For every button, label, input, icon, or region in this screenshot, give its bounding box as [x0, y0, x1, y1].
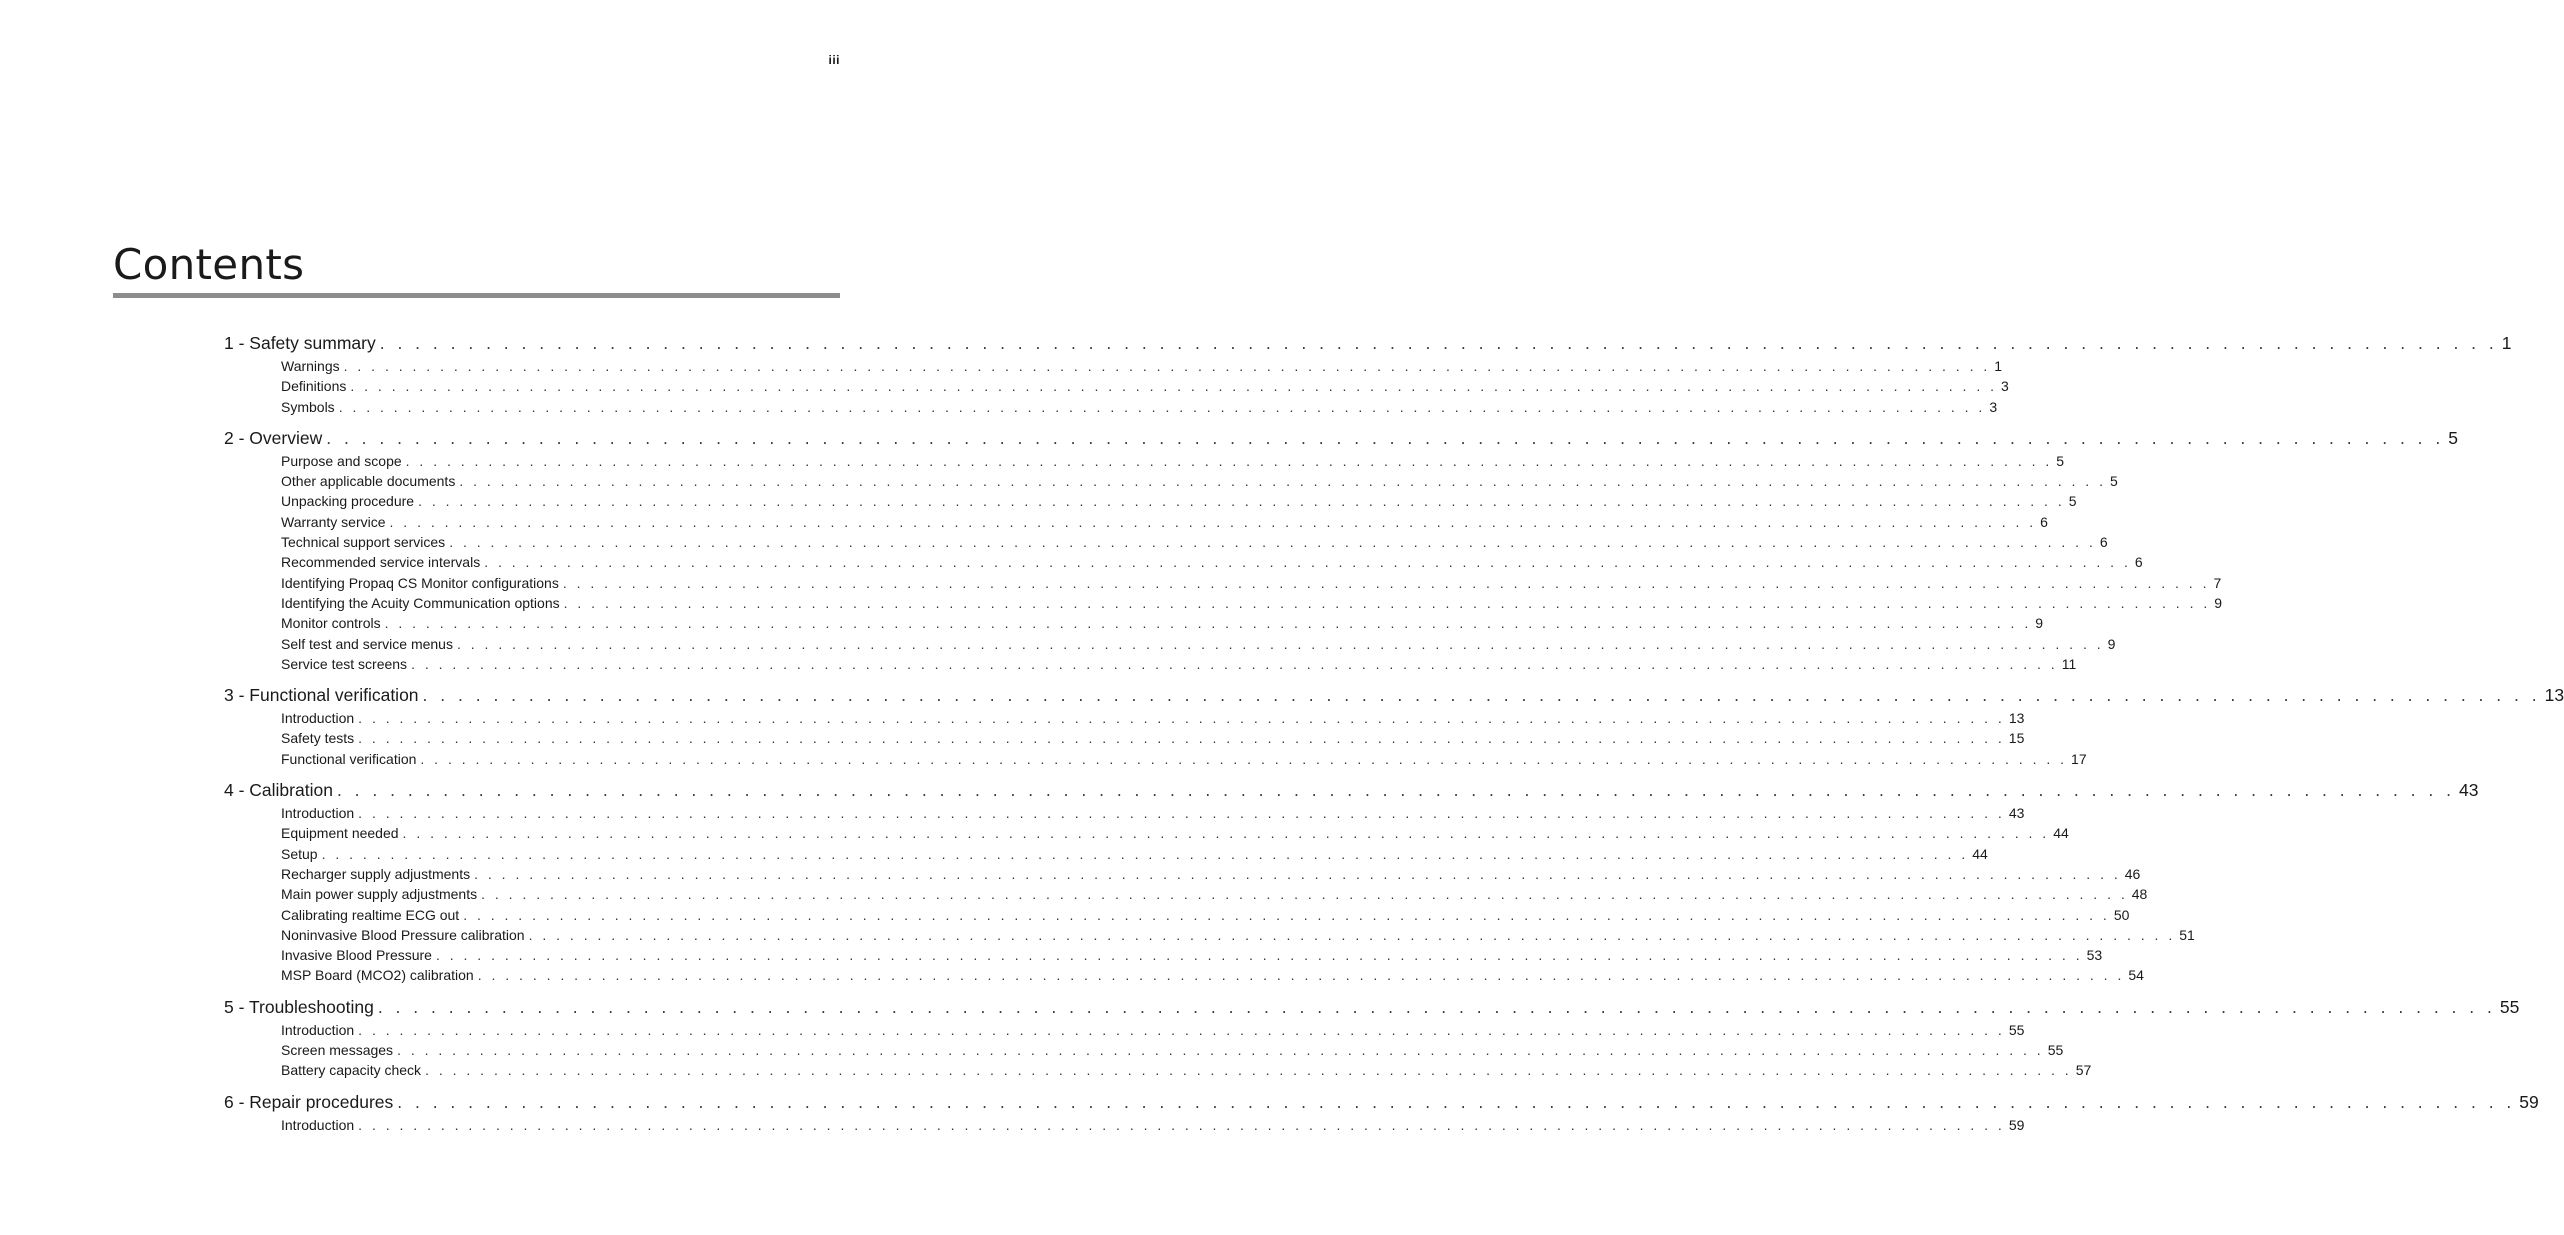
toc-leader-dots: . . . . . . . . . . . . . . . . . . . . . . . . . . . . . . . . . . . . . . . . . . . . . . . . . . . . . . . . . . . . . . . . . . . . . . . . . . . . . . . . . . . . . . . . . . . . . . . . . . . . . . . . . . . . . . . . . . . . . . . .: [358, 805, 2005, 822]
toc-section-entry[interactable]: [224, 884, 2148, 904]
toc-section-page: 50: [2113, 906, 2130, 923]
toc-section-title: Noninvasive Blood Pressure calibration: [281, 926, 525, 943]
toc-chapter-page: 5: [2448, 427, 2458, 448]
toc-section-entry[interactable]: [224, 471, 2118, 491]
toc-chapter: [224, 425, 2458, 674]
toc-section-title: Recommended service intervals: [281, 554, 481, 571]
toc-leader-dots: . . . . . . . . . . . . . . . . . . . . . . . . . . . . . . . . . . . . . . . . . . . . . . . . . . . . . . . . . . . . . . . . . . . . . . . . . . . . . . . . . . . . . . . . . . . . . . . . . . . . . . . . . . . . . . . . . . . . . . . .: [418, 493, 2065, 510]
toc-section-title: Self test and service menus: [281, 635, 453, 652]
toc-section-title: Purpose and scope: [281, 452, 402, 469]
toc-section-entry[interactable]: [224, 356, 2003, 376]
toc-section-entry[interactable]: [224, 708, 2025, 728]
toc-section-entry[interactable]: [224, 376, 2009, 396]
toc-leader-dots: . . . . . . . . . . . . . . . . . . . . . . . . . . . . . . . . . . . . . . . . . . . . . . . . . . . . . . . . . . . . . . . . . . . . . . . . . . . . . . . . . . . . . . . . . . . . . . . . . . . . . . . . . . . . . . . . . . . . . . . .: [420, 750, 2068, 767]
toc-section-entry[interactable]: [224, 512, 2048, 532]
toc-section-title: Functional verification: [281, 750, 417, 767]
toc-section-entry[interactable]: [224, 593, 2223, 613]
toc-chapter-page: 13: [2544, 685, 2564, 706]
toc-leader-dots: . . . . . . . . . . . . . . . . . . . . . . . . . . . . . . . . . . . . . . . . . . . . . . . . . . . . . . . . . . . . . . . . . . . . . . . . . . . . . . . . . . . . . . . . . . . . . . . . . . . . . . . . . . . . . . . . . . . . . . . .: [326, 427, 2445, 448]
toc-chapter: [224, 777, 2479, 986]
toc-section-title: Introduction: [281, 710, 355, 727]
toc-leader-dots: . . . . . . . . . . . . . . . . . . . . . . . . . . . . . . . . . . . . . . . . . . . . . . . . . . . . . . . . . . . . . . . . . . . . . . . . . . . . . . . . . . . . . . . . . . . . . . . . . . . . . . . . . . . . . . . . . . . . . . . .: [435, 947, 2083, 964]
toc-section-title: Introduction: [281, 805, 355, 822]
toc-section-entry[interactable]: [224, 1115, 2025, 1135]
toc-leader-dots: . . . . . . . . . . . . . . . . . . . . . . . . . . . . . . . . . . . . . . . . . . . . . . . . . . . . . . . . . . . . . . . . . . . . . . . . . . . . . . . . . . . . . . . . . . . . . . . . . . . . . . . . . . . . . . . . . . . . . . . .: [384, 615, 2032, 632]
toc-section-page: 48: [2131, 886, 2148, 903]
toc-section-title: Introduction: [281, 1021, 355, 1038]
toc-section-page: 59: [2008, 1116, 2025, 1133]
toc-section-entry[interactable]: [224, 573, 2222, 593]
toc-section-entry[interactable]: [224, 1040, 2064, 1060]
toc-section-entry[interactable]: [224, 491, 2077, 511]
toc-section-page: 6: [2040, 513, 2048, 530]
toc-section-page: 13: [2008, 710, 2025, 727]
toc-leader-dots: . . . . . . . . . . . . . . . . . . . . . . . . . . . . . . . . . . . . . . . . . . . . . . . . . . . . . . . . . . . . . . . . . . . . . . . . . . . . . . . . . . . . . . . . . . . . . . . . . . . . . . . . . . . . . . . . . . . . . . . .: [562, 574, 2210, 591]
toc-leader-dots: . . . . . . . . . . . . . . . . . . . . . . . . . . . . . . . . . . . . . . . . . . . . . . . . . . . . . . . . . . . . . . . . . . . . . . . . . . . . . . . . . . . . . . . . . . . . . . . . . . . . . . . . . . . . . . . . . . . . . . . .: [425, 1062, 2072, 1079]
toc-section-entry[interactable]: [224, 451, 2065, 471]
toc-section-page: 55: [2047, 1042, 2064, 1059]
toc-section-title: Monitor controls: [281, 615, 381, 632]
toc-section-title: MSP Board (MCO2) calibration: [281, 967, 474, 984]
toc-chapter-entry[interactable]: [224, 777, 2479, 803]
toc-leader-dots: . . . . . . . . . . . . . . . . . . . . . . . . . . . . . . . . . . . . . . . . . . . . . . . . . . . . . . . . . . . . . . . . . . . . . . . . . . . . . . . . . . . . . . . . . . . . . . . . . . . . . . . . . . . . . . . . . . . . . . . .: [358, 710, 2005, 727]
toc-leader-dots: . . . . . . . . . . . . . . . . . . . . . . . . . . . . . . . . . . . . . . . . . . . . . . . . . . . . . . . . . . . . . . . . . . . . . . . . . . . . . . . . . . . . . . . . . . . . . . . . . . . . . . . . . . . . . . . . . . . . . . . .: [321, 845, 1969, 862]
page-title: Contents: [113, 240, 305, 289]
toc-chapter-entry[interactable]: [224, 1089, 2539, 1115]
toc-section-title: Main power supply adjustments: [281, 886, 478, 903]
toc-chapter-title: 2 - Overview: [224, 427, 323, 448]
toc-section-entry[interactable]: [224, 397, 1998, 417]
toc-leader-dots: . . . . . . . . . . . . . . . . . . . . . . . . . . . . . . . . . . . . . . . . . . . . . . . . . . . . . . . . . . . . . . . . . . . . . . . . . . . . . . . . . . . . . . . . . . . . . . . . . . . . . . . . . . . . . . . . . . . . . . . .: [422, 685, 2541, 706]
toc-leader-dots: . . . . . . . . . . . . . . . . . . . . . . . . . . . . . . . . . . . . . . . . . . . . . . . . . . . . . . . . . . . . . . . . . . . . . . . . . . . . . . . . . . . . . . . . . . . . . . . . . . . . . . . . . . . . . . . . . . . . . . . .: [389, 513, 2037, 530]
toc-chapter-entry[interactable]: [224, 425, 2458, 451]
toc-section-entry[interactable]: [224, 965, 2144, 985]
toc-section-page: 5: [2056, 452, 2065, 469]
toc-leader-dots: . . . . . . . . . . . . . . . . . . . . . . . . . . . . . . . . . . . . . . . . . . . . . . . . . . . . . . . . . . . . . . . . . . . . . . . . . . . . . . . . . . . . . . . . . . . . . . . . . . . . . . . . . . . . . . . . . . . . . . . .: [411, 655, 2058, 672]
toc-leader-dots: . . . . . . . . . . . . . . . . . . . . . . . . . . . . . . . . . . . . . . . . . . . . . . . . . . . . . . . . . . . . . . . . . . . . . . . . . . . . . . . . . . . . . . . . . . . . . . . . . . . . . . . . . . . . . . . . . . . . . . . .: [377, 996, 2496, 1017]
toc-section-title: Warranty service: [281, 513, 386, 530]
toc-chapter-entry[interactable]: [224, 994, 2520, 1020]
toc-section-entry[interactable]: [224, 945, 2103, 965]
toc-section-entry[interactable]: [224, 1060, 2092, 1080]
toc-section-title: Battery capacity check: [281, 1062, 422, 1079]
toc-section-page: 57: [2075, 1062, 2092, 1079]
toc-leader-dots: . . . . . . . . . . . . . . . . . . . . . . . . . . . . . . . . . . . . . . . . . . . . . . . . . . . . . . . . . . . . . . . . . . . . . . . . . . . . . . . . . . . . . . . . . . . . . . . . . . . . . . . . . . . . . . . . . . . . . . . .: [484, 554, 2131, 571]
toc-chapter: [224, 682, 2564, 769]
toc-section-title: Invasive Blood Pressure: [281, 947, 432, 964]
toc-chapter-title: 1 - Safety summary: [224, 333, 376, 353]
toc-section-title: Setup: [281, 845, 318, 862]
toc-chapter-page: 43: [2459, 780, 2479, 801]
toc-section-title: Recharger supply adjustments: [281, 865, 471, 882]
toc-section-page: 53: [2086, 947, 2103, 964]
toc-section-title: Identifying Propaq CS Monitor configurations: [281, 574, 559, 591]
toc-chapter: [224, 994, 2520, 1081]
toc-section-page: 9: [2107, 635, 2116, 652]
toc-leader-dots: . . . . . . . . . . . . . . . . . . . . . . . . . . . . . . . . . . . . . . . . . . . . . . . . . . . . . . . . . . . . . . . . . . . . . . . . . . . . . . . . . . . . . . . . . . . . . . . . . . . . . . . . . . . . . . . . . . . . . . . .: [397, 1091, 2516, 1112]
toc-section-page: 3: [2001, 378, 2009, 395]
toc-section-page: 7: [2213, 574, 2222, 591]
toc-leader-dots: . . . . . . . . . . . . . . . . . . . . . . . . . . . . . . . . . . . . . . . . . . . . . . . . . . . . . . . . . . . . . . . . . . . . . . . . . . . . . . . . . . . . . . . . . . . . . . . . . . . . . . . . . . . . . . . . . . . . . . . .: [456, 635, 2104, 652]
table-of-contents: [224, 330, 2564, 1143]
toc-leader-dots: . . . . . . . . . . . . . . . . . . . . . . . . . . . . . . . . . . . . . . . . . . . . . . . . . . . . . . . . . . . . . . . . . . . . . . . . . . . . . . . . . . . . . . . . . . . . . . . . . . . . . . . . . . . . . . . . . . . . . . . .: [449, 534, 2096, 551]
toc-leader-dots: . . . . . . . . . . . . . . . . . . . . . . . . . . . . . . . . . . . . . . . . . . . . . . . . . . . . . . . . . . . . . . . . . . . . . . . . . . . . . . . . . . . . . . . . . . . . . . . . . . . . . . . . . . . . . . . . . . . . . . . .: [528, 926, 2176, 943]
toc-section-page: 55: [2008, 1021, 2025, 1038]
toc-chapter-page: 1: [2501, 333, 2512, 353]
toc-chapter-title: 3 - Functional verification: [224, 685, 419, 706]
toc-section-page: 51: [2179, 926, 2195, 943]
toc-section-page: 9: [2214, 594, 2223, 611]
toc-section-title: Symbols: [281, 398, 335, 415]
toc-section-page: 43: [2008, 805, 2025, 822]
toc-chapter-entry[interactable]: [224, 682, 2564, 708]
toc-leader-dots: . . . . . . . . . . . . . . . . . . . . . . . . . . . . . . . . . . . . . . . . . . . . . . . . . . . . . . . . . . . . . . . . . . . . . . . . . . . . . . . . . . . . . . . . . . . . . . . . . . . . . . . . . . . . . . . . . . . . . . . .: [358, 730, 2005, 747]
toc-leader-dots: . . . . . . . . . . . . . . . . . . . . . . . . . . . . . . . . . . . . . . . . . . . . . . . . . . . . . . . . . . . . . . . . . . . . . . . . . . . . . . . . . . . . . . . . . . . . . . . . . . . . . . . . . . . . . . . . . . . . . . . .: [459, 473, 2106, 490]
toc-section-entry[interactable]: [224, 844, 1988, 864]
toc-leader-dots: . . . . . . . . . . . . . . . . . . . . . . . . . . . . . . . . . . . . . . . . . . . . . . . . . . . . . . . . . . . . . . . . . . . . . . . . . . . . . . . . . . . . . . . . . . . . . . . . . . . . . . . . . . . . . . . . . . . . . . . .: [405, 452, 2053, 469]
toc-section-title: Unpacking procedure: [281, 493, 415, 510]
toc-chapter: [224, 1089, 2539, 1135]
toc-leader-dots: . . . . . . . . . . . . . . . . . . . . . . . . . . . . . . . . . . . . . . . . . . . . . . . . . . . . . . . . . . . . . . . . . . . . . . . . . . . . . . . . . . . . . . . . . . . . . . . . . . . . . . . . . . . . . . . . . . . . . . . .: [563, 594, 2211, 611]
toc-chapter-title: 5 - Troubleshooting: [224, 996, 374, 1017]
toc-section-entry[interactable]: [224, 552, 2143, 572]
page-number: iii: [828, 53, 840, 67]
toc-leader-dots: . . . . . . . . . . . . . . . . . . . . . . . . . . . . . . . . . . . . . . . . . . . . . . . . . . . . . . . . . . . . . . . . . . . . . . . . . . . . . . . . . . . . . . . . . . . . . . . . . . . . . . . . . . . . . . . . . . . . . . . .: [474, 865, 2121, 882]
toc-section-entry[interactable]: [224, 613, 2044, 633]
toc-section-title: Identifying the Acuity Communication options: [281, 594, 560, 611]
toc-chapter-entry[interactable]: [224, 330, 2512, 356]
toc-chapter-title: 4 - Calibration: [224, 780, 333, 801]
toc-leader-dots: . . . . . . . . . . . . . . . . . . . . . . . . . . . . . . . . . . . . . . . . . . . . . . . . . . . . . . . . . . . . . . . . . . . . . . . . . . . . . . . . . . . . . . . . . . . . . . . . . . . . . . . . . . . . . . . . . . . . . . . .: [463, 906, 2110, 923]
toc-section-page: 1: [1994, 358, 2003, 374]
toc-leader-dots: . . . . . . . . . . . . . . . . . . . . . . . . . . . . . . . . . . . . . . . . . . . . . . . . . . . . . . . . . . . . . . . . . . . . . . . . . . . . . . . . . . . . . . . . . . . . . . . . . . . . . . . . . . . . . . . . . . . . . . . .: [358, 1116, 2005, 1133]
toc-chapter-title: 6 - Repair procedures: [224, 1091, 394, 1112]
toc-leader-dots: . . . . . . . . . . . . . . . . . . . . . . . . . . . . . . . . . . . . . . . . . . . . . . . . . . . . . . . . . . . . . . . . . . . . . . . . . . . . . . . . . . . . . . . . . . . . . . . . . . . . . . . . . . . . . . . . . . . . . . . .: [336, 780, 2455, 801]
toc-section-title: Calibrating realtime ECG out: [281, 906, 460, 923]
toc-section-title: Definitions: [281, 378, 347, 395]
toc-section-entry[interactable]: [224, 634, 2116, 654]
toc-section-page: 3: [1989, 398, 1998, 415]
toc-leader-dots: . . . . . . . . . . . . . . . . . . . . . . . . . . . . . . . . . . . . . . . . . . . . . . . . . . . . . . . . . . . . . . . . . . . . . . . . . . . . . . . . . . . . . . . . . . . . . . . . . . . . . . . . . . . . . . . . . . . . . . . .: [343, 358, 1991, 374]
toc-section-page: 46: [2124, 865, 2141, 882]
toc-section-title: Other applicable documents: [281, 473, 456, 490]
toc-chapter-page: 55: [2499, 996, 2520, 1017]
toc-section-page: 6: [2099, 534, 2108, 551]
toc-section-entry[interactable]: [224, 864, 2141, 884]
toc-leader-dots: . . . . . . . . . . . . . . . . . . . . . . . . . . . . . . . . . . . . . . . . . . . . . . . . . . . . . . . . . . . . . . . . . . . . . . . . . . . . . . . . . . . . . . . . . . . . . . . . . . . . . . . . . . . . . . . . . . . . . . . .: [338, 398, 1986, 415]
toc-section-entry[interactable]: [224, 905, 2130, 925]
toc-section-page: 15: [2008, 730, 2025, 747]
toc-section-page: 6: [2134, 554, 2143, 571]
toc-leader-dots: . . . . . . . . . . . . . . . . . . . . . . . . . . . . . . . . . . . . . . . . . . . . . . . . . . . . . . . . . . . . . . . . . . . . . . . . . . . . . . . . . . . . . . . . . . . . . . . . . . . . . . . . . . . . . . . . . . . . . . . .: [402, 825, 2050, 842]
toc-leader-dots: . . . . . . . . . . . . . . . . . . . . . . . . . . . . . . . . . . . . . . . . . . . . . . . . . . . . . . . . . . . . . . . . . . . . . . . . . . . . . . . . . . . . . . . . . . . . . . . . . . . . . . . . . . . . . . . . . . . . . . . .: [358, 1021, 2005, 1038]
toc-chapter-page: 59: [2519, 1091, 2539, 1112]
toc-section-page: 5: [2068, 493, 2077, 510]
toc-section-page: 17: [2071, 750, 2087, 767]
title-rule: [113, 293, 840, 298]
toc-leader-dots: . . . . . . . . . . . . . . . . . . . . . . . . . . . . . . . . . . . . . . . . . . . . . . . . . . . . . . . . . . . . . . . . . . . . . . . . . . . . . . . . . . . . . . . . . . . . . . . . . . . . . . . . . . . . . . . . . . . . . . . .: [379, 333, 2498, 353]
toc-section-entry[interactable]: [224, 803, 2025, 823]
toc-section-page: 54: [2128, 967, 2144, 984]
toc-section-title: Technical support services: [281, 534, 446, 551]
toc-section-title: Equipment needed: [281, 825, 399, 842]
toc-leader-dots: . . . . . . . . . . . . . . . . . . . . . . . . . . . . . . . . . . . . . . . . . . . . . . . . . . . . . . . . . . . . . . . . . . . . . . . . . . . . . . . . . . . . . . . . . . . . . . . . . . . . . . . . . . . . . . . . . . . . . . . .: [350, 378, 1998, 395]
toc-leader-dots: . . . . . . . . . . . . . . . . . . . . . . . . . . . . . . . . . . . . . . . . . . . . . . . . . . . . . . . . . . . . . . . . . . . . . . . . . . . . . . . . . . . . . . . . . . . . . . . . . . . . . . . . . . . . . . . . . . . . . . . .: [481, 886, 2128, 903]
toc-section-title: Service test screens: [281, 655, 408, 672]
toc-section-entry[interactable]: [224, 654, 2077, 674]
toc-chapter: [224, 330, 2512, 417]
toc-section-entry[interactable]: [224, 925, 2195, 945]
toc-leader-dots: . . . . . . . . . . . . . . . . . . . . . . . . . . . . . . . . . . . . . . . . . . . . . . . . . . . . . . . . . . . . . . . . . . . . . . . . . . . . . . . . . . . . . . . . . . . . . . . . . . . . . . . . . . . . . . . . . . . . . . . .: [477, 967, 2125, 984]
toc-section-entry[interactable]: [224, 532, 2108, 552]
toc-section-entry[interactable]: [224, 749, 2087, 769]
toc-section-title: Warnings: [281, 358, 340, 374]
toc-section-page: 44: [1972, 845, 1988, 862]
toc-section-page: 11: [2061, 655, 2077, 672]
toc-section-page: 9: [2035, 615, 2044, 632]
toc-section-page: 44: [2053, 825, 2069, 842]
toc-section-title: Screen messages: [281, 1042, 394, 1059]
toc-section-entry[interactable]: [224, 728, 2025, 748]
toc-section-entry[interactable]: [224, 1020, 2025, 1040]
toc-section-title: Introduction: [281, 1116, 355, 1133]
toc-leader-dots: . . . . . . . . . . . . . . . . . . . . . . . . . . . . . . . . . . . . . . . . . . . . . . . . . . . . . . . . . . . . . . . . . . . . . . . . . . . . . . . . . . . . . . . . . . . . . . . . . . . . . . . . . . . . . . . . . . . . . . . .: [397, 1042, 2044, 1059]
toc-section-title: Safety tests: [281, 730, 355, 747]
toc-section-entry[interactable]: [224, 823, 2069, 843]
toc-section-page: 5: [2109, 473, 2118, 490]
